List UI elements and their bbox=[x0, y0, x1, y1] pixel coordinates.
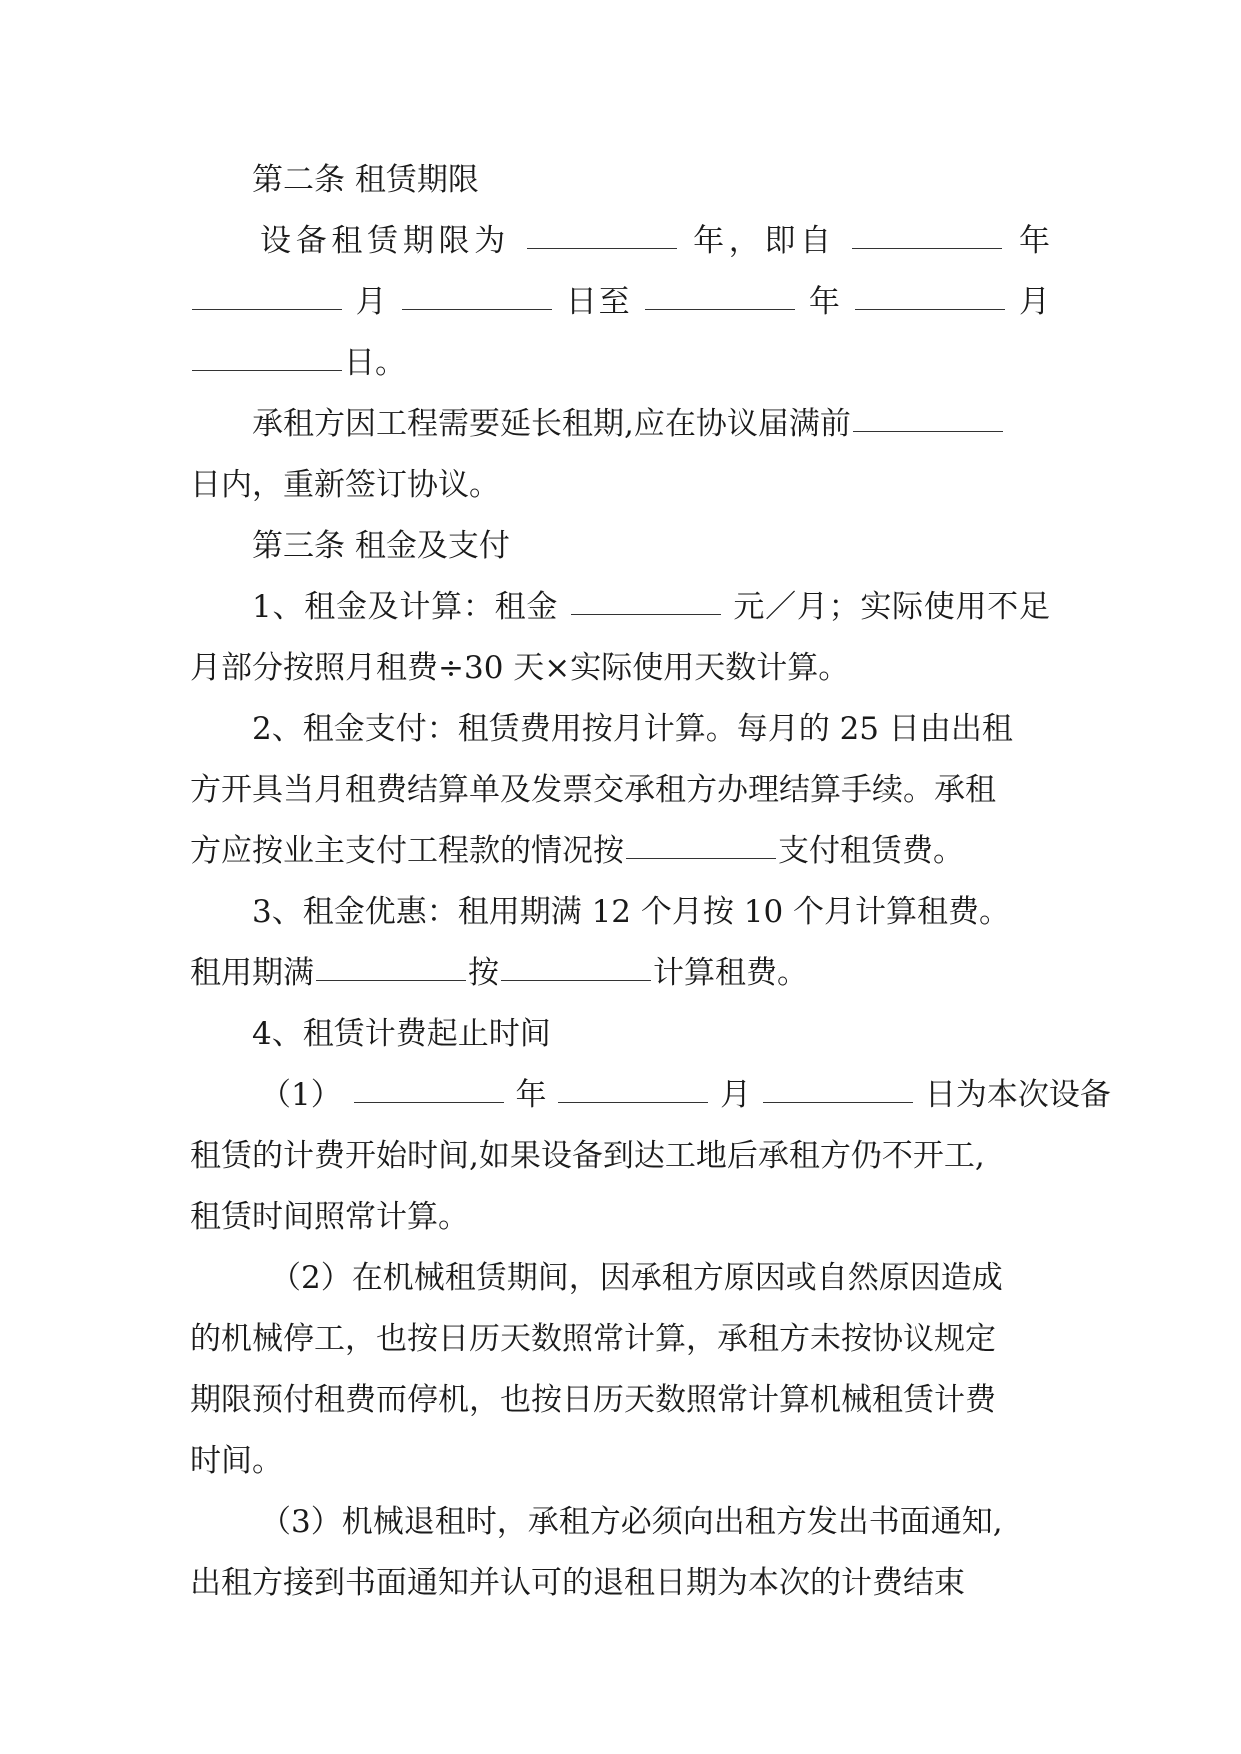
blank-underline[interactable] bbox=[626, 857, 776, 859]
idle-billing-line-1: （2）在机械租赁期间，因承租方原因或自然原因造成 bbox=[270, 1260, 1003, 1296]
blank-underline[interactable] bbox=[645, 308, 795, 310]
billing-period-heading: 4、租赁计费起止时间 bbox=[252, 1016, 551, 1052]
blank-underline[interactable] bbox=[316, 979, 466, 981]
idle-billing-line-3: 期限预付租费而停机，也按日历天数照常计算机械租赁计费 bbox=[190, 1382, 996, 1418]
blank-underline[interactable] bbox=[192, 308, 342, 310]
document-page bbox=[190, 150, 1111, 1614]
blank-underline[interactable] bbox=[855, 308, 1005, 310]
blank-underline[interactable] bbox=[354, 1101, 504, 1103]
blank-underline[interactable] bbox=[527, 247, 677, 249]
rent-payment-line-1: 2、租金支付：租赁费用按月计算。每月的 25 日由出租 bbox=[252, 711, 1013, 747]
extension-line-2: 日内，重新签订协议。 bbox=[190, 467, 500, 503]
blank-underline[interactable] bbox=[852, 247, 1002, 249]
rent-payment-line-2: 方开具当月租费结算单及发票交承租方办理结算手续。承租 bbox=[190, 772, 996, 808]
lease-term-line-3: 日。 bbox=[190, 333, 1050, 394]
rent-discount-line-1: 3、租金优惠：租用期满 12 个月按 10 个月计算租费。 bbox=[252, 894, 1011, 930]
article-2-heading: 第二条 租赁期限 bbox=[252, 162, 479, 198]
blank-underline[interactable] bbox=[402, 308, 552, 310]
rent-discount-line-2: 租用期满 按 计算租费。 bbox=[190, 955, 808, 991]
blank-underline[interactable] bbox=[571, 613, 721, 615]
blank-underline[interactable] bbox=[763, 1101, 913, 1103]
idle-billing-line-4: 时间。 bbox=[190, 1443, 283, 1479]
billing-start-line-2: 租赁的计费开始时间,如果设备到达工地后承租方仍不开工, bbox=[190, 1138, 985, 1174]
blank-underline[interactable] bbox=[558, 1101, 708, 1103]
lease-term-line-1: 设备租赁期限为 年，即自 年 bbox=[260, 223, 1051, 259]
return-notice-line-1: （3）机械退租时，承租方必须向出租方发出书面通知, bbox=[260, 1504, 1003, 1540]
article-3-heading: 第三条 租金及支付 bbox=[252, 528, 510, 564]
rent-calc-line-2: 月部分按照月租费÷30 天×实际使用天数计算。 bbox=[190, 650, 850, 686]
idle-billing-line-2: 的机械停工，也按日历天数照常计算，承租方未按协议规定 bbox=[190, 1321, 996, 1357]
blank-underline[interactable] bbox=[192, 369, 342, 371]
rent-payment-line-3: 方应按业主支付工程款的情况按 支付租赁费。 bbox=[190, 833, 964, 869]
return-notice-line-2: 出租方接到书面通知并认可的退租日期为本次的计费结束 bbox=[190, 1565, 965, 1601]
billing-start-line-3: 租赁时间照常计算。 bbox=[190, 1199, 469, 1235]
billing-start-line-1: （1） 年 月 日为本次设备 bbox=[260, 1077, 1111, 1113]
blank-underline[interactable] bbox=[853, 430, 1003, 432]
blank-underline[interactable] bbox=[501, 979, 651, 981]
rent-calc-line-1: 1、租金及计算：租金 元／月；实际使用不足 bbox=[252, 589, 1051, 625]
lease-term-line-2: 月 日至 年 月 bbox=[190, 272, 1050, 333]
extension-line-1: 承租方因工程需要延长租期,应在协议届满前 bbox=[190, 394, 1050, 455]
